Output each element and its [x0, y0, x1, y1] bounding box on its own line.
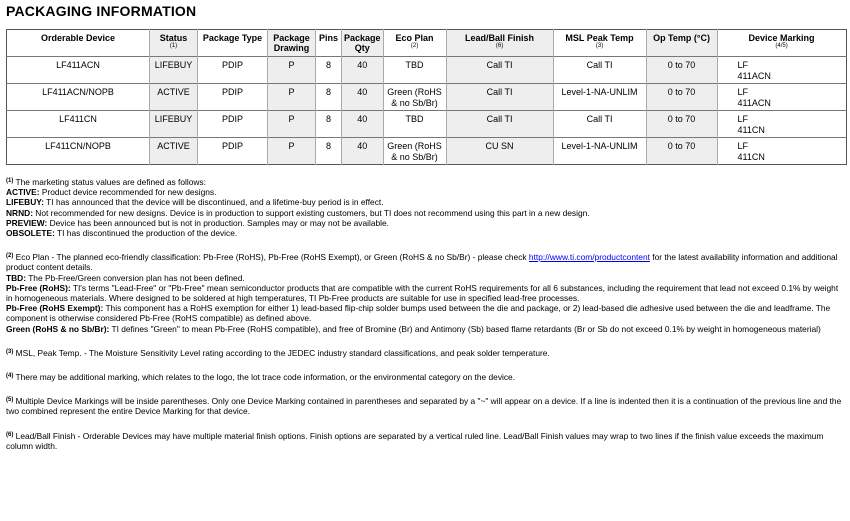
- col-header-marking: Device Marking (4/5): [717, 30, 846, 57]
- cell-msl: Level-1-NA-UNLIM: [553, 84, 646, 111]
- cell-status: ACTIVE: [150, 84, 198, 111]
- cell-msl: Level-1-NA-UNLIM: [553, 138, 646, 165]
- table-header-row: [7, 30, 847, 57]
- col-header-eco-plan: Eco Plan (2): [383, 30, 446, 57]
- footnote-3: $^{(3)}$ MSL, Peak Temp. - The Moisture Sensitivity Level rating according to the JEDEC industry standard classifications, and peak solder temperature.: [6, 347, 550, 358]
- cell-msl: Call TI: [553, 57, 646, 84]
- cell-package-qty: 40: [342, 111, 384, 138]
- cell-package-drawing: P: [268, 84, 316, 111]
- cell-package-type: PDIP: [198, 84, 268, 111]
- cell-pins: 8: [316, 111, 342, 138]
- cell-marking: LF 411ACN: [717, 84, 846, 111]
- cell-marking: LF 411ACN: [717, 57, 846, 84]
- table-row: [7, 111, 847, 138]
- cell-package-type: PDIP: [198, 57, 268, 84]
- cell-device: LF411ACN: [7, 57, 150, 84]
- col-header-package-drawing: Package Drawing: [268, 30, 316, 57]
- cell-msl: Call TI: [553, 111, 646, 138]
- cell-pins: 8: [316, 84, 342, 111]
- cell-status: LIFEBUY: [150, 111, 198, 138]
- cell-device: LF411CN/NOPB: [7, 138, 150, 165]
- cell-package-qty: 40: [342, 57, 384, 84]
- cell-eco-plan: Green (RoHS & no Sb/Br): [383, 84, 446, 111]
- cell-eco-plan: TBD: [383, 111, 446, 138]
- footnote-6: $^{(6)}$ Lead/Ball Finish - Orderable Devices may have multiple material finish options. Finish options are separated by a vertical ruled line. Lead/Ball Finish values may wrap to two lines if the finish value exceeds the maximum column width.: [6, 430, 824, 451]
- cell-package-type: PDIP: [198, 111, 268, 138]
- cell-marking: LF 411CN: [717, 111, 846, 138]
- col-header-lead-finish: Lead/Ball Finish (6): [446, 30, 553, 57]
- footnote-1: $^{(1)}$ The marketing status values are defined as follows: ACTIVE: Product device recommended for new designs. LIFEBUY: TI has announced that the device will be discontinued, and a lifetime-buy period is in effect. NRND: Not recommended for new designs. Device is in production to support existing customers, but TI does not recommend using this part in a new design. PREVIEW: Device has been announced but is not in production. Samples may or may not be available. OBSOLETE: TI has discontinued the production of the device.: [6, 177, 590, 239]
- table-row: [7, 57, 847, 84]
- cell-pins: 8: [316, 57, 342, 84]
- cell-status: LIFEBUY: [150, 57, 198, 84]
- cell-lead-finish: Call TI: [446, 84, 553, 111]
- cell-package-drawing: P: [268, 138, 316, 165]
- footnote-5: $^{(5)}$ Multiple Device Markings will be inside parentheses. Only one Device Marking contained in parentheses and separated by a "~" will appear on a device. If a line is indented then it is a continuation of the previous line and the two combined represent the entire Device Marking for that device.: [6, 396, 842, 417]
- cell-pins: 8: [316, 138, 342, 165]
- cell-op-temp: 0 to 70: [646, 84, 717, 111]
- page-title: PACKAGING INFORMATION: [6, 3, 197, 19]
- cell-package-drawing: P: [268, 57, 316, 84]
- cell-lead-finish: Call TI: [446, 57, 553, 84]
- col-header-pins: Pins: [316, 30, 342, 57]
- cell-package-type: PDIP: [198, 138, 268, 165]
- cell-package-qty: 40: [342, 84, 384, 111]
- cell-lead-finish: CU SN: [446, 138, 553, 165]
- cell-op-temp: 0 to 70: [646, 138, 717, 165]
- col-header-package-type: Package Type: [198, 30, 268, 57]
- cell-device: LF411CN: [7, 111, 150, 138]
- cell-package-drawing: P: [268, 111, 316, 138]
- col-header-package-qty: Package Qty: [342, 30, 384, 57]
- table-row: [7, 138, 847, 165]
- cell-device: LF411ACN/NOPB: [7, 84, 150, 111]
- cell-lead-finish: Call TI: [446, 111, 553, 138]
- cell-package-qty: 40: [342, 138, 384, 165]
- table-row: [7, 84, 847, 111]
- footnote-2: $^{(2)}$ Eco Plan - The planned eco-friendly classification: Pb-Free (RoHS), Pb-Free (RoHS Exempt), or Green (RoHS & no Sb/Br) - please check http://www.ti.com/productcontent for the latest availability information and additional product content details. TBD: The Pb-Free/Green conversion plan has not been defined. Pb-Free (RoHS): TI's terms "Lead-Free" or "Pb-Free" mean semiconductor products that are compatible with the current RoHS requirements for all 6 substances, including the requirement that lead not exceed 0.1% by weight in homogeneous materials. Where designed to be soldered at high temperatures, TI Pb-Free products are suitable for use in specified lead-free processes. Pb-Free (RoHS Exempt): This component has a RoHS exemption for either 1) lead-based flip-chip solder bumps used between the die and package, or 2) lead-based die adhesive used between the die and leadframe. The component is otherwise considered Pb-Free (RoHS compatible) as defined above. Green (RoHS & no Sb/Br): TI defines "Green" to mean Pb-Free (RoHS compatible), and free of Bromine (Br) and Antimony (Sb) based flame retardants (Br or Sb do not exceed 0.1% by weight in homogeneous material): [6, 252, 839, 334]
- footnote-4: $^{(4)}$ There may be additional marking, which relates to the logo, the lot trace code information, or the environmental category on the device.: [6, 372, 516, 383]
- productcontent-link[interactable]: http://www.ti.com/productcontent: [528, 252, 650, 263]
- footnotes: [6, 177, 844, 465]
- cell-eco-plan: Green (RoHS & no Sb/Br): [383, 138, 446, 165]
- cell-op-temp: 0 to 70: [646, 111, 717, 138]
- col-header-device: Orderable Device: [40, 33, 116, 43]
- packaging-table: [6, 29, 847, 165]
- col-header-op-temp: Op Temp (°C): [646, 30, 717, 57]
- col-header-status: Status (1): [150, 30, 198, 57]
- cell-status: ACTIVE: [150, 138, 198, 165]
- col-header-msl: MSL Peak Temp (3): [553, 30, 646, 57]
- cell-marking: LF 411CN: [717, 138, 846, 165]
- cell-eco-plan: TBD: [383, 57, 446, 84]
- cell-op-temp: 0 to 70: [646, 57, 717, 84]
